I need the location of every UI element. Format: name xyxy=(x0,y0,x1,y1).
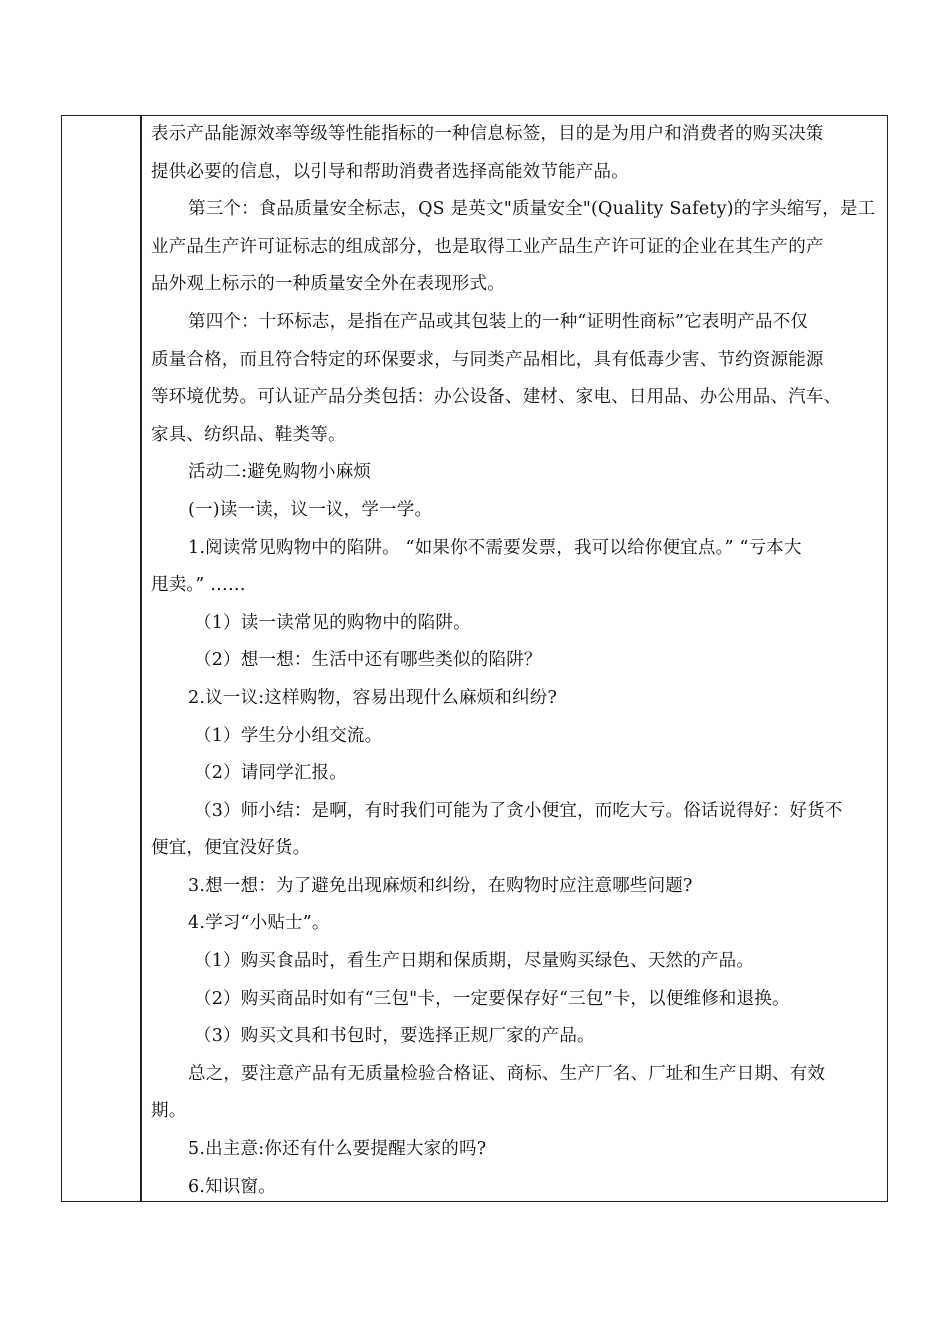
text-line: 5.出主意:你还有什么要提醒大家的吗? xyxy=(188,1139,487,1160)
text-line: （2）请同学汇报。 xyxy=(194,763,347,784)
text-line: 6.知识窗。 xyxy=(188,1176,276,1197)
text-line: （1）购买食品时，看生产日期和保质期，尽量购买绿色、天然的产品。 xyxy=(194,951,755,972)
text-line: （2）购买商品时如有“三包"卡，一定要保存好“三包”卡，以便维修和退换。 xyxy=(194,988,790,1009)
text-line: （3）师小结：是啊，有时我们可能为了贪小便宜，而吃大亏。俗话说得好：好货不 xyxy=(194,800,843,821)
text-line: （1）学生分小组交流。 xyxy=(194,725,383,746)
text-line: 便宜，便宜没好货。 xyxy=(151,838,311,859)
document-table xyxy=(61,115,888,1202)
text-line: 总之，要注意产品有无质量检验合格证、商标、生产厂名、厂址和生产日期、有效 xyxy=(188,1063,826,1084)
text-line: 期。 xyxy=(151,1101,187,1122)
text-line: 家具、纺织品、鞋类等。 xyxy=(151,424,346,445)
text-line: 第三个：食品质量安全标志，QS 是英文"质量安全"(Quality Safety)的字头缩写，是工 xyxy=(188,199,876,220)
text-line: 提供必要的信息，以引导和帮助消费者选择高能效节能产品。 xyxy=(151,161,629,182)
text-line: 业产品生产许可证标志的组成部分，也是取得工业产品生产许可证的企业在其生产的产 xyxy=(151,236,824,257)
text-line: 品外观上标示的一种质量安全外在表现形式。 xyxy=(151,274,505,295)
text-line: 第四个：十环标志，是指在产品或其包装上的一种“证明性商标”它表明产品不仅 xyxy=(188,311,809,332)
text-line: 1.阅读常见购物中的陷阱。 “如果你不需要发票，我可以给你便宜点。” “亏本大 xyxy=(188,537,802,558)
text-line: （3）购买文具和书包时，要选择正规厂家的产品。 xyxy=(194,1026,595,1047)
text-line: 表示产品能源效率等级等性能指标的一种信息标签，目的是为用户和消费者的购买决策 xyxy=(151,124,824,144)
text-line: 质量合格，而且符合特定的环保要求，与同类产品相比，具有低毒少害、节约资源能源 xyxy=(151,349,824,370)
text-line: 4.学习“小贴士”。 xyxy=(188,913,330,934)
text-line: 等环境优势。可认证产品分类包括：办公设备、建材、家电、日用品、办公用品、汽车、 xyxy=(151,387,842,408)
text-line: 3.想一想：为了避免出现麻烦和纠纷，在购物时应注意哪些问题? xyxy=(188,875,693,896)
text-line: （2）想一想：生活中还有哪些类似的陷阱？ xyxy=(194,650,542,671)
text-line: 2.议一议:这样购物，容易出现什么麻烦和纠纷? xyxy=(188,687,558,708)
table-content-cell xyxy=(151,116,888,1206)
text-line: 活动二:避免购物小麻烦 xyxy=(188,462,372,483)
text-line: （1）读一读常见的购物中的陷阱。 xyxy=(194,612,471,633)
table-left-column xyxy=(62,116,142,1201)
text-line: (一)读一读，议一议，学一学。 xyxy=(188,499,433,520)
text-line: 甩卖。” …… xyxy=(151,575,246,596)
